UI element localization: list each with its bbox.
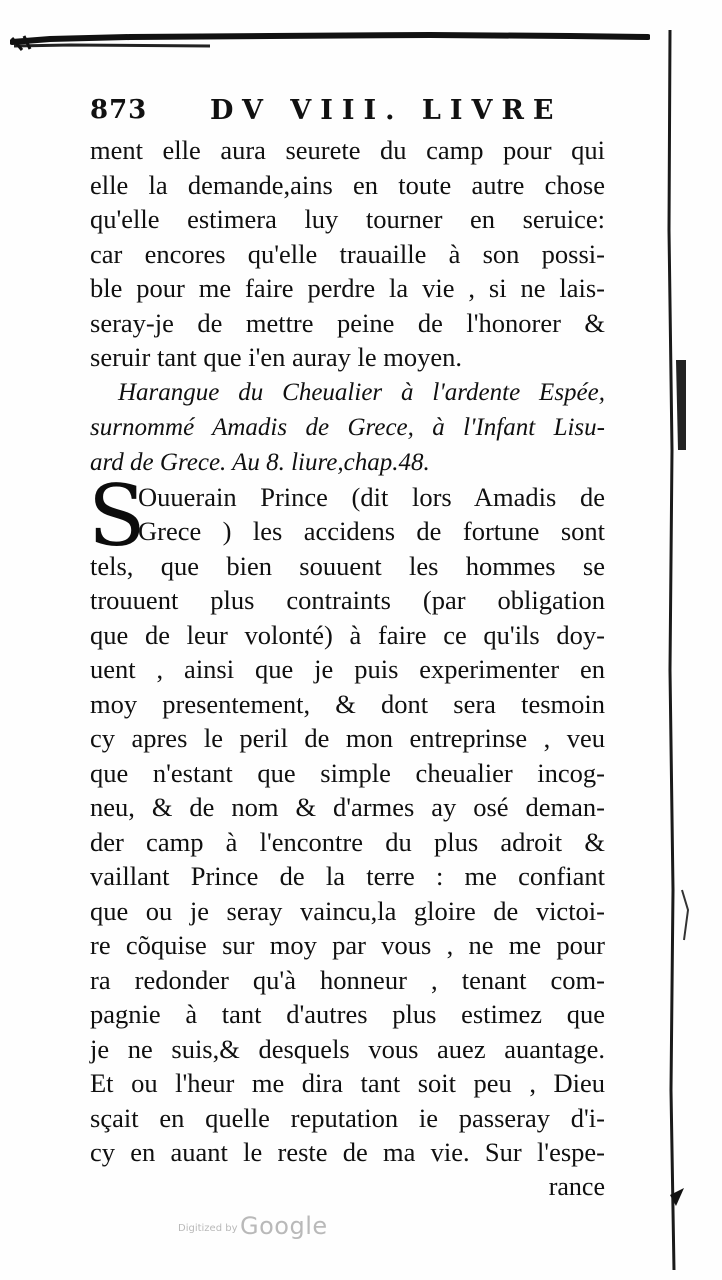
text-line: tels, que bien souuent les hommes se [90, 550, 605, 581]
catchword: rance [548, 1171, 605, 1201]
text-line: seruir tant que i'en auray le moyen. [90, 342, 462, 372]
text-line: cy en auant le reste de ma vie. Sur l'espe- [90, 1137, 605, 1167]
text-line: ble pour me faire perdre la vie , si ne lais- [90, 273, 605, 303]
text-line: ra redonder qu'à honneur , tenant com- [90, 964, 605, 995]
text-line: sçait en quelle reputation ie passeray d'i- [90, 1102, 605, 1133]
page-number: 873 [90, 95, 148, 125]
watermark-prefix: Digitized by [178, 1223, 238, 1234]
text-line: vaillant Prince de la terre : me confiant [90, 861, 605, 891]
text-line: que de leur volonté) à faire ce qu'ils doy- [90, 619, 605, 650]
drop-capital: S [88, 466, 146, 565]
harangue-paragraph [88, 466, 605, 1170]
text-line: re cõquise sur moy par vous , ne me pour [90, 930, 605, 960]
text-block [90, 133, 605, 1204]
section-rubric [90, 375, 605, 480]
text-line: je ne suis,& desquels vous auez auantage. [90, 1033, 605, 1064]
text-line: Grece ) les accidens de fortune sont [138, 516, 605, 546]
google-logo: Google [240, 1212, 328, 1240]
text-line: trouuent plus contraints (par obligation [90, 585, 605, 615]
text-line: Ouuerain Prince (dit lors Amadis de [138, 481, 605, 512]
text-line: que n'estant que simple cheualier incog- [90, 757, 605, 788]
page-edge-shadow [664, 30, 694, 1270]
text-line: ment elle aura seurete du camp pour qui [90, 135, 605, 165]
text-line: qu'elle estimera luy tourner en seruice: [90, 204, 605, 234]
rubric-line: Harangue du Cheualier à l'ardente Espée, [118, 378, 605, 406]
top-printed-rule [10, 30, 650, 54]
digitized-watermark [178, 1212, 378, 1242]
rubric-line: ard de Grece. Au 8. liure,chap.48. [90, 448, 430, 476]
rubric-line: surnommé Amadis de Grece, à l'Infant Lisu- [90, 413, 605, 441]
running-title: DV VIII. LIVRE [210, 95, 563, 126]
text-line: seray-je de mettre peine de l'honorer & [90, 307, 605, 338]
text-line: moy presentement, & dont sera tesmoin [90, 688, 605, 719]
text-line: que ou je seray vaincu,la gloire de victoi- [90, 895, 605, 926]
text-line: elle la demande,ains en toute autre chose [90, 169, 605, 200]
running-head [90, 95, 610, 135]
text-line: der camp à l'encontre du plus adroit & [90, 826, 605, 857]
text-line: car encores qu'elle trauaille à son possi- [90, 238, 605, 269]
paragraph-top [90, 133, 605, 375]
text-line: neu, & de nom & d'armes ay osé deman- [90, 792, 605, 822]
text-line: pagnie à tant d'autres plus estimez que [90, 999, 605, 1029]
text-line: uent , ainsi que je puis experimenter en [90, 654, 605, 684]
text-line: cy apres le peril de mon entreprinse , veu [90, 723, 605, 753]
text-line: Et ou l'heur me dira tant soit peu , Dieu [90, 1068, 605, 1098]
